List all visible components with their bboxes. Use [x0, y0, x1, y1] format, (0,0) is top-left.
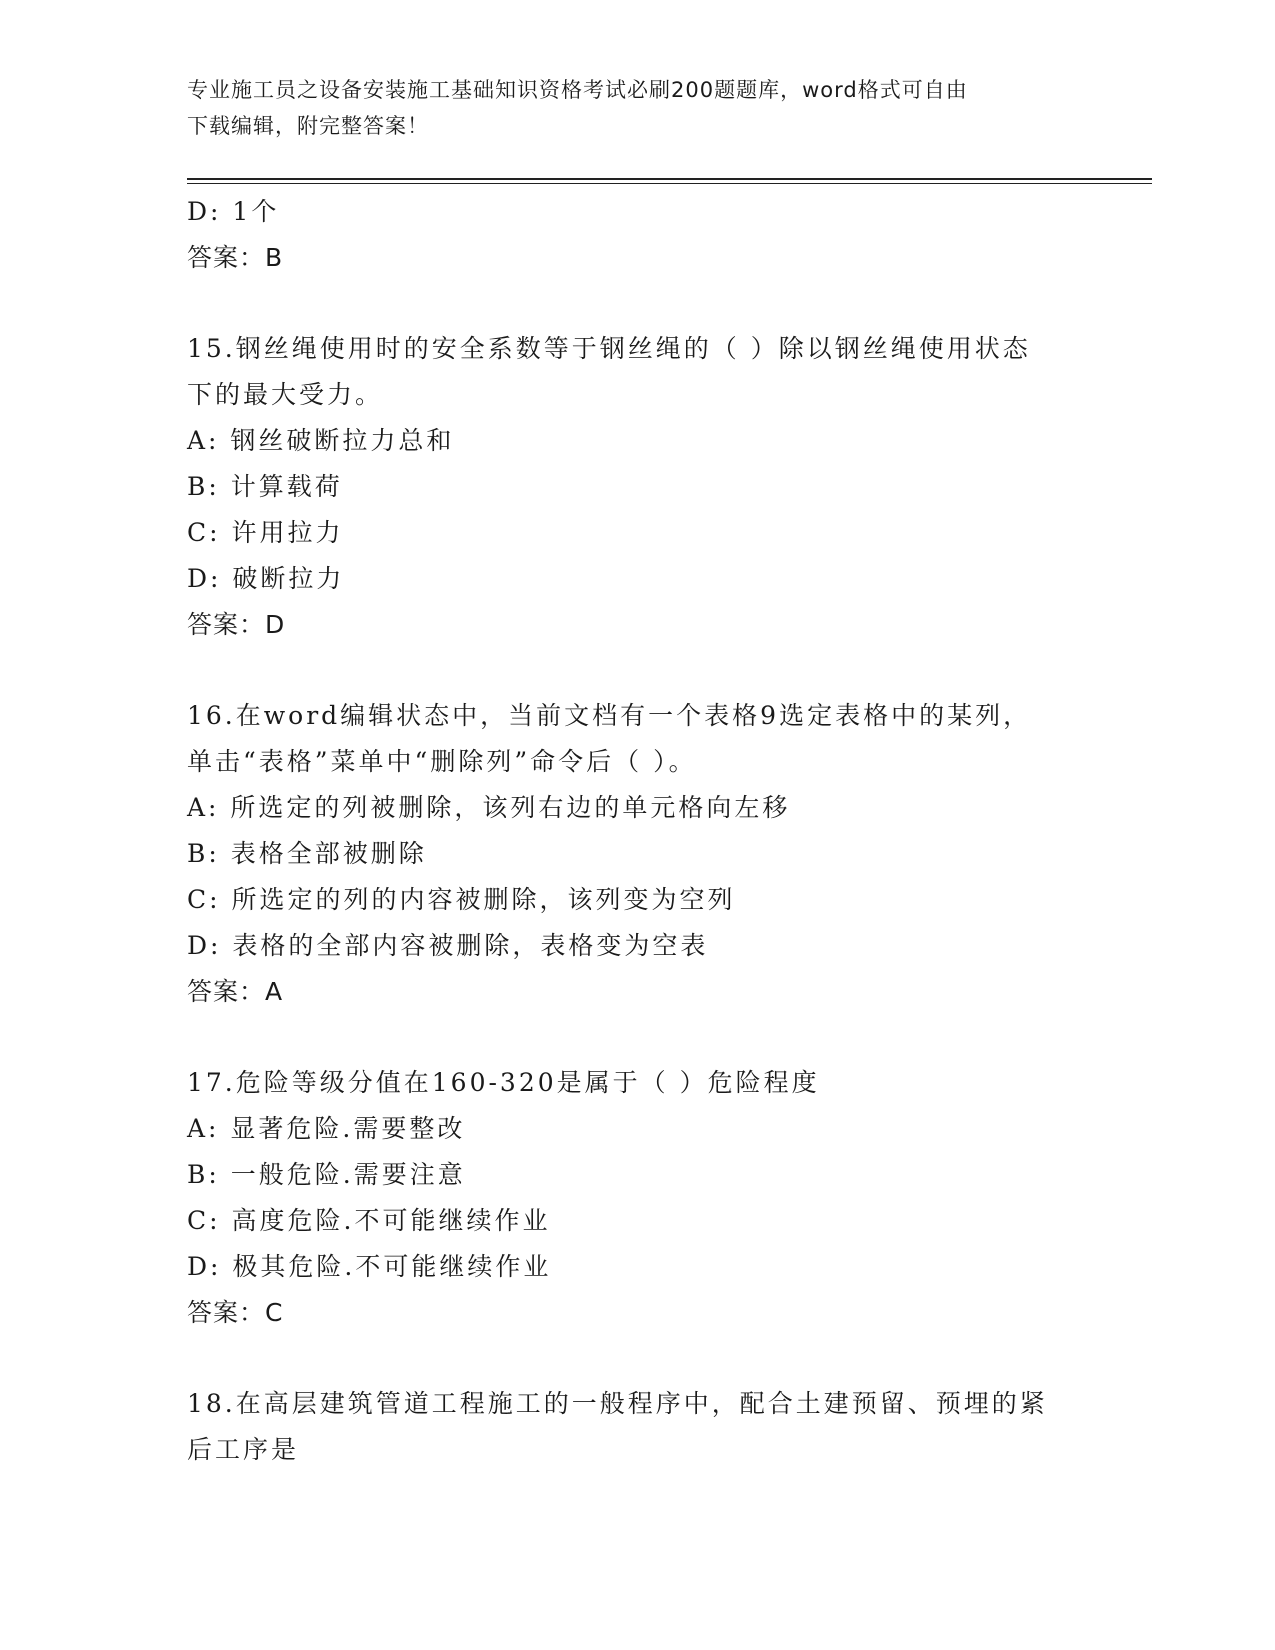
question-17	[187, 1060, 1087, 1336]
option-d: D: 1个	[187, 197, 280, 226]
question-stem-line-1: 17.危险等级分值在160-320是属于（ ）危险程度	[187, 1068, 820, 1097]
question-stem-line-2: 后工序是	[187, 1435, 300, 1464]
spacer	[187, 1336, 1087, 1381]
question-stem-line-2: 单击“表格”菜单中“删除列”命令后（ ）。	[187, 747, 697, 776]
header-divider-thin	[187, 183, 1152, 184]
option-c: C: 所选定的列的内容被删除，该列变为空列	[187, 885, 736, 914]
spacer	[187, 281, 1087, 326]
option-b: B: 表格全部被删除	[187, 839, 427, 868]
answer-line: 答案：D	[187, 610, 286, 639]
previous-question-tail	[187, 189, 1087, 281]
option-d: D: 破断拉力	[187, 564, 345, 593]
option-a: A: 所选定的列被删除，该列右边的单元格向左移	[187, 793, 791, 822]
header-divider-thick	[187, 178, 1152, 180]
question-stem-line-1: 18.在高层建筑管道工程施工的一般程序中，配合土建预留、预埋的紧	[187, 1389, 1048, 1418]
question-stem-line-1: 16.在word编辑状态中，当前文档有一个表格9选定表格中的某列，	[187, 701, 1032, 730]
answer-line: 答案：B	[187, 243, 284, 272]
answer-line: 答案：A	[187, 977, 284, 1006]
question-18	[187, 1381, 1087, 1473]
spacer	[187, 648, 1087, 693]
question-15	[187, 326, 1087, 648]
question-16	[187, 693, 1087, 1015]
document-body	[187, 189, 1087, 1473]
answer-line: 答案：C	[187, 1298, 284, 1327]
option-b: B: 计算载荷	[187, 472, 343, 501]
option-c: C: 高度危险.不可能继续作业	[187, 1206, 551, 1235]
option-a: A: 钢丝破断拉力总和	[187, 426, 455, 455]
option-d: D: 表格的全部内容被删除，表格变为空表	[187, 931, 709, 960]
spacer	[187, 1015, 1087, 1060]
header-title-line-2: 下载编辑，附完整答案！	[187, 114, 429, 138]
option-b: B: 一般危险.需要注意	[187, 1160, 466, 1189]
question-stem-line-1: 15.钢丝绳使用时的安全系数等于钢丝绳的（ ）除以钢丝绳使用状态	[187, 334, 1031, 363]
option-d: D: 极其危险.不可能继续作业	[187, 1252, 552, 1281]
option-a: A: 显著危险.需要整改	[187, 1114, 466, 1143]
header-title-line-1: 专业施工员之设备安装施工基础知识资格考试必刷200题题库，word格式可自由	[187, 78, 968, 102]
option-c: C: 许用拉力	[187, 518, 344, 547]
document-header	[187, 72, 1087, 144]
question-stem-line-2: 下的最大受力。	[187, 380, 384, 409]
